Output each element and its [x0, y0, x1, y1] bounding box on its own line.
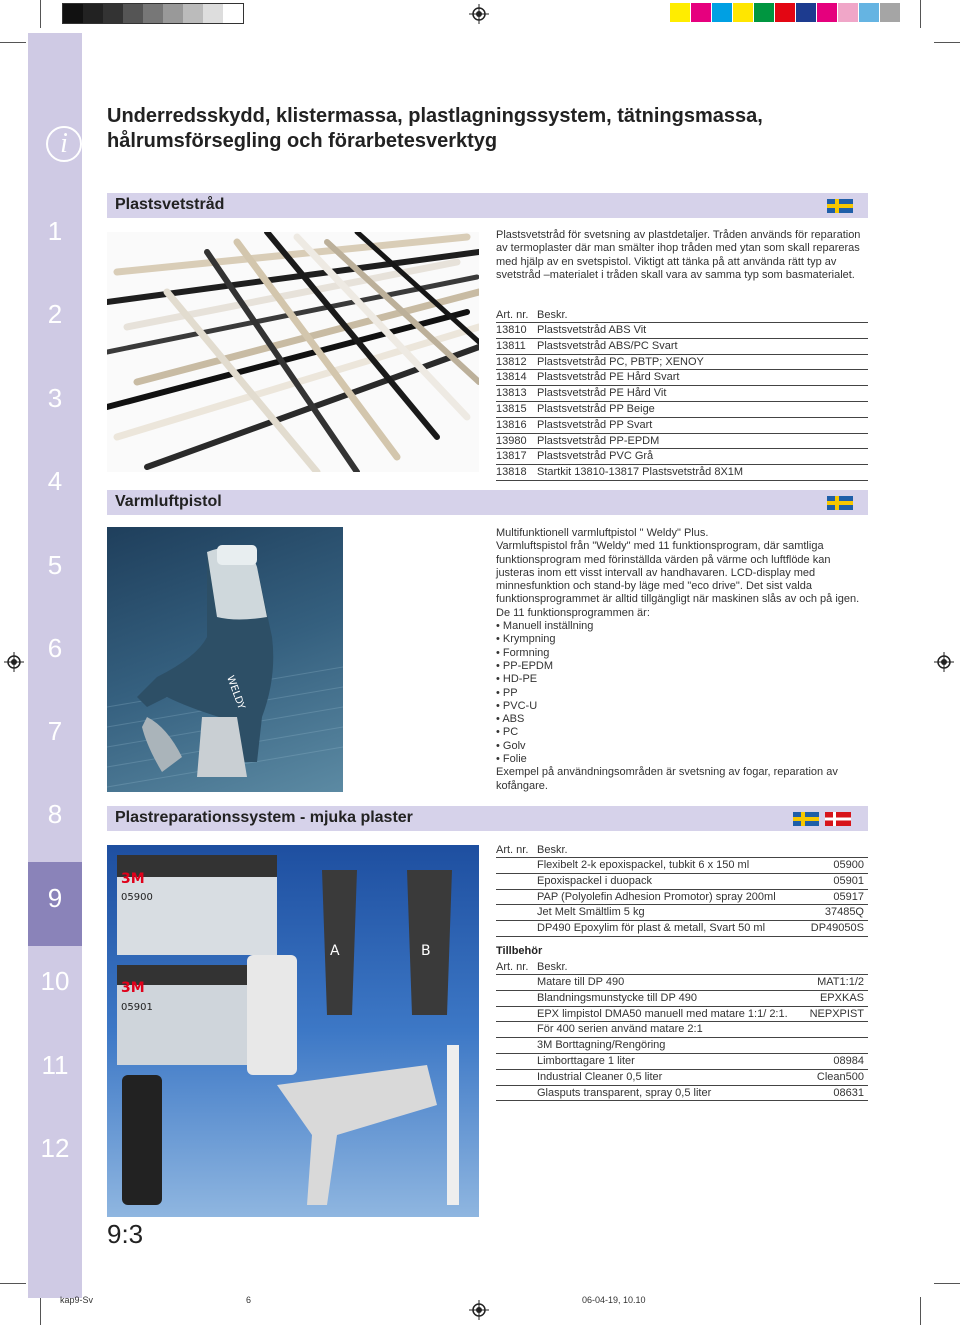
col-art-header: Art. nr.	[496, 961, 529, 973]
art-number: 13817	[496, 450, 527, 463]
list-item: • PP	[496, 687, 868, 700]
chapter-tab-9[interactable]: 9	[47, 883, 63, 913]
description: Blandningsmunstycke till DP 490	[537, 991, 697, 1004]
section-header-plastsvetstrad	[107, 193, 868, 218]
table-row	[496, 402, 868, 418]
list-item: • ABS	[496, 713, 868, 726]
section-title: Plastreparationssystem - mjuka plaster	[115, 809, 413, 826]
accessories-table	[496, 961, 868, 1101]
list-item: • Golv	[496, 740, 868, 753]
col-desc-header: Beskr.	[537, 844, 568, 856]
color-swatch	[796, 3, 816, 22]
chapter-tab-1[interactable]: 1	[47, 216, 63, 246]
product-code: MAT1:1/2	[817, 976, 864, 988]
table-row	[496, 1070, 868, 1086]
table-row	[496, 1038, 868, 1054]
crop-mark	[920, 1297, 921, 1325]
list-item: • Krympning	[496, 633, 868, 646]
col-art-header: Art. nr.	[496, 844, 529, 856]
box-code-label: 05900	[121, 892, 153, 903]
table-row	[496, 874, 868, 890]
description: Plastsvetstråd PP Beige	[537, 402, 655, 415]
art-number: 13812	[496, 355, 527, 368]
footer-date: 06-04-19, 10.10	[582, 1295, 646, 1305]
table-row	[496, 370, 868, 386]
art-number: 13810	[496, 324, 527, 336]
registration-mark-icon	[469, 1300, 489, 1320]
table-row	[496, 905, 868, 921]
gray-swatch	[83, 4, 103, 23]
table-row	[496, 1054, 868, 1070]
svg-text:WELDY: WELDY	[224, 674, 247, 711]
section-header-varmluftpistol	[107, 490, 868, 515]
product-code: 08984	[833, 1054, 864, 1067]
description: Startkit 13810-13817 Plastsvetstråd 8X1M	[537, 466, 744, 479]
table-row	[496, 1007, 868, 1023]
color-calibration-bar	[670, 3, 901, 22]
art-number: 13815	[496, 402, 527, 415]
gray-swatch	[103, 4, 123, 23]
table-header	[496, 844, 868, 858]
section-header-plastreparation	[107, 806, 868, 831]
gray-swatch	[143, 4, 163, 23]
chapter-tab-5[interactable]: 5	[47, 550, 63, 580]
list-item: • PC	[496, 726, 868, 739]
table-row	[496, 355, 868, 371]
crop-mark	[0, 42, 26, 43]
art-number: 13816	[496, 418, 527, 431]
color-swatch	[712, 3, 732, 22]
plastsvetstrad-table	[496, 309, 868, 481]
description: Plastsvetstråd PE Hård Vit	[537, 387, 667, 400]
description: Plastsvetstråd PP-EPDM	[537, 434, 660, 447]
table-row	[496, 890, 868, 906]
chapter-tab-6[interactable]: 6	[47, 633, 63, 663]
registration-mark-icon	[469, 4, 489, 24]
description: Limborttagare 1 liter	[537, 1054, 635, 1067]
accessories-title: Tillbehör	[496, 945, 543, 957]
col-desc-header: Beskr.	[537, 961, 568, 973]
description: PAP (Polyolefin Adhesion Promotor) spray 200ml	[537, 890, 776, 903]
art-number: 13818	[496, 466, 527, 479]
gray-swatch	[123, 4, 143, 23]
description: Industrial Cleaner 0,5 liter	[537, 1070, 663, 1083]
tube-b-label: B	[421, 943, 431, 959]
registration-mark-icon	[934, 652, 954, 672]
footer-page: 6	[246, 1295, 252, 1305]
product-code: 08631	[833, 1086, 864, 1099]
usage-examples: Exempel på användningsområden är svetsning av fogar, reparation av kofångare.	[496, 766, 838, 792]
color-swatch	[817, 3, 837, 22]
program-list	[496, 620, 868, 766]
description: 3M Borttagning/Rengöring	[537, 1039, 666, 1052]
art-number: 13811	[496, 339, 526, 352]
table-row	[496, 921, 868, 937]
intro-line-1: Multifunktionell varmluftpistol " Weldy" Plus.	[496, 527, 709, 539]
description: Plastsvetstråd ABS Vit	[537, 324, 647, 336]
product-code: 05917	[833, 890, 864, 903]
footer-file: kap9-Sv	[60, 1295, 94, 1305]
description: Jet Melt Smältlim 5 kg	[537, 906, 645, 919]
table-row	[496, 323, 868, 339]
plastreparation-table	[496, 844, 868, 937]
gray-swatch	[63, 4, 83, 23]
color-swatch	[775, 3, 795, 22]
description: Epoxispackel i duopack	[537, 874, 652, 887]
list-item: • PVC-U	[496, 700, 868, 713]
chapter-tab-12[interactable]: 12	[40, 1133, 70, 1163]
crop-mark	[40, 1297, 41, 1325]
crop-mark	[40, 0, 41, 28]
description: Glasputs transparent, spray 0,5 liter	[537, 1086, 712, 1099]
table-row	[496, 339, 868, 355]
art-number: 13813	[496, 387, 527, 400]
chapter-tab-2[interactable]: 2	[47, 299, 63, 329]
swedish-flag-icon	[827, 496, 853, 510]
swedish-flag-icon	[793, 812, 819, 826]
grayscale-calibration-bar	[62, 3, 244, 24]
color-swatch	[754, 3, 774, 22]
box-code-label: 05901	[121, 1002, 153, 1013]
gray-swatch	[183, 4, 203, 23]
table-row	[496, 991, 868, 1007]
product-code: DP49050S	[810, 922, 864, 935]
color-swatch	[859, 3, 879, 22]
table-row	[496, 465, 868, 481]
list-item: • HD-PE	[496, 673, 868, 686]
registration-mark-icon	[4, 652, 24, 672]
color-swatch	[880, 3, 900, 22]
color-swatch	[670, 3, 690, 22]
intro-paragraph: Varmluftspistol från "Weldy" med 11 funktionsprogram, där samtliga funktionsprogram med förinställda värden på värme och luftflöde kan justeras inom ett visst intervall av handhavaren. LCD-display med minnesfunktion och stand-by läge med "eco drive". Det sist valda funktionsprogrammet är alltid tillgängligt när maskinen slås av och på igen. De 11 funktionsprogrammen är:	[496, 540, 860, 619]
gray-swatch	[163, 4, 183, 23]
chapter-tab-10[interactable]: 10	[40, 966, 70, 996]
chapter-tab-8[interactable]: 8	[47, 799, 63, 829]
table-header	[496, 961, 868, 975]
table-row	[496, 975, 868, 991]
list-item: • Formning	[496, 647, 868, 660]
section-title: Varmluftpistol	[115, 493, 222, 510]
plastsvetstrad-description: Plastsvetstråd för svetsning av plastdetaljer. Tråden används för reparation av termoplaster där man smälter ihop tråden med ytan som skall repareras med hjälp av en svetspistol. Viktigt att tänka på att använda rätt typ av svetstråd –materialet i tråden skall vara av samma typ som basmaterialet.	[496, 229, 861, 281]
color-swatch	[838, 3, 858, 22]
color-swatch	[733, 3, 753, 22]
description: EPX limpistol DMA50 manuell med matare 1:1/ 2:1.	[537, 1007, 788, 1020]
product-code: 37485Q	[824, 906, 864, 919]
product-code: 05900	[833, 859, 864, 871]
list-item: • Folie	[496, 753, 868, 766]
description: Plastsvetstråd PC, PBTP; XENOY	[537, 355, 704, 368]
table-row	[496, 449, 868, 465]
gray-swatch	[223, 4, 243, 23]
description: För 400 serien använd matare 2:1	[537, 1023, 703, 1036]
description: Flexibelt 2-k epoxispackel, tubkit 6 x 150 ml	[537, 859, 750, 871]
list-item: • PP-EPDM	[496, 660, 868, 673]
product-code: NEPXPIST	[809, 1007, 864, 1020]
chapter-tab-7[interactable]: 7	[47, 716, 63, 746]
product-code: 05901	[833, 874, 864, 887]
art-number: 13814	[496, 371, 527, 384]
art-number: 13980	[496, 434, 527, 447]
info-icon[interactable]: i	[46, 126, 82, 162]
col-desc-header: Beskr.	[537, 309, 568, 321]
danish-flag-icon	[825, 812, 851, 826]
description: Plastsvetstråd PE Hård Svart	[537, 371, 680, 384]
list-item: • Manuell inställning	[496, 620, 868, 633]
description: DP490 Epoxylim för plast & metall, Svart 50 ml	[537, 922, 766, 935]
col-art-header: Art. nr.	[496, 309, 529, 321]
page-number: 9:3	[107, 1219, 144, 1249]
repair-kit-photo	[107, 845, 479, 1217]
welding-rods-photo	[107, 232, 479, 472]
chapter-tab-4[interactable]: 4	[47, 466, 63, 496]
table-row	[496, 1022, 868, 1038]
brand-label: 3M	[121, 871, 145, 887]
description: Plastsvetstråd PP Svart	[537, 418, 653, 431]
table-row	[496, 386, 868, 402]
crop-mark	[920, 0, 921, 28]
section-title: Plastsvetstråd	[115, 196, 225, 213]
swedish-flag-icon	[827, 199, 853, 213]
chapter-tab-11[interactable]: 11	[41, 1050, 69, 1080]
table-row	[496, 1086, 868, 1102]
page-title: Underredsskydd, klistermassa, plastlagningssystem, tätningsmassa, hålrumsförsegling och förarbetesverktyg	[107, 105, 763, 152]
description: Plastsvetstråd PVC Grå	[537, 450, 654, 463]
description: Matare till DP 490	[537, 976, 625, 988]
brand-label: 3M	[121, 980, 145, 996]
table-header	[496, 309, 868, 323]
color-swatch	[691, 3, 711, 22]
description: Plastsvetstråd ABS/PC Svart	[537, 339, 678, 352]
tube-a-label: A	[330, 943, 340, 959]
crop-mark	[934, 42, 960, 43]
table-row	[496, 858, 868, 874]
gray-swatch	[203, 4, 223, 23]
product-code: EPXKAS	[819, 991, 864, 1004]
product-code: Clean500	[816, 1070, 864, 1083]
table-row	[496, 418, 868, 434]
varmluftpistol-text	[496, 527, 868, 793]
crop-mark	[0, 1283, 26, 1284]
heat-gun-photo	[107, 527, 343, 792]
crop-mark	[934, 1283, 960, 1284]
chapter-tab-3[interactable]: 3	[47, 383, 63, 413]
table-row	[496, 434, 868, 450]
